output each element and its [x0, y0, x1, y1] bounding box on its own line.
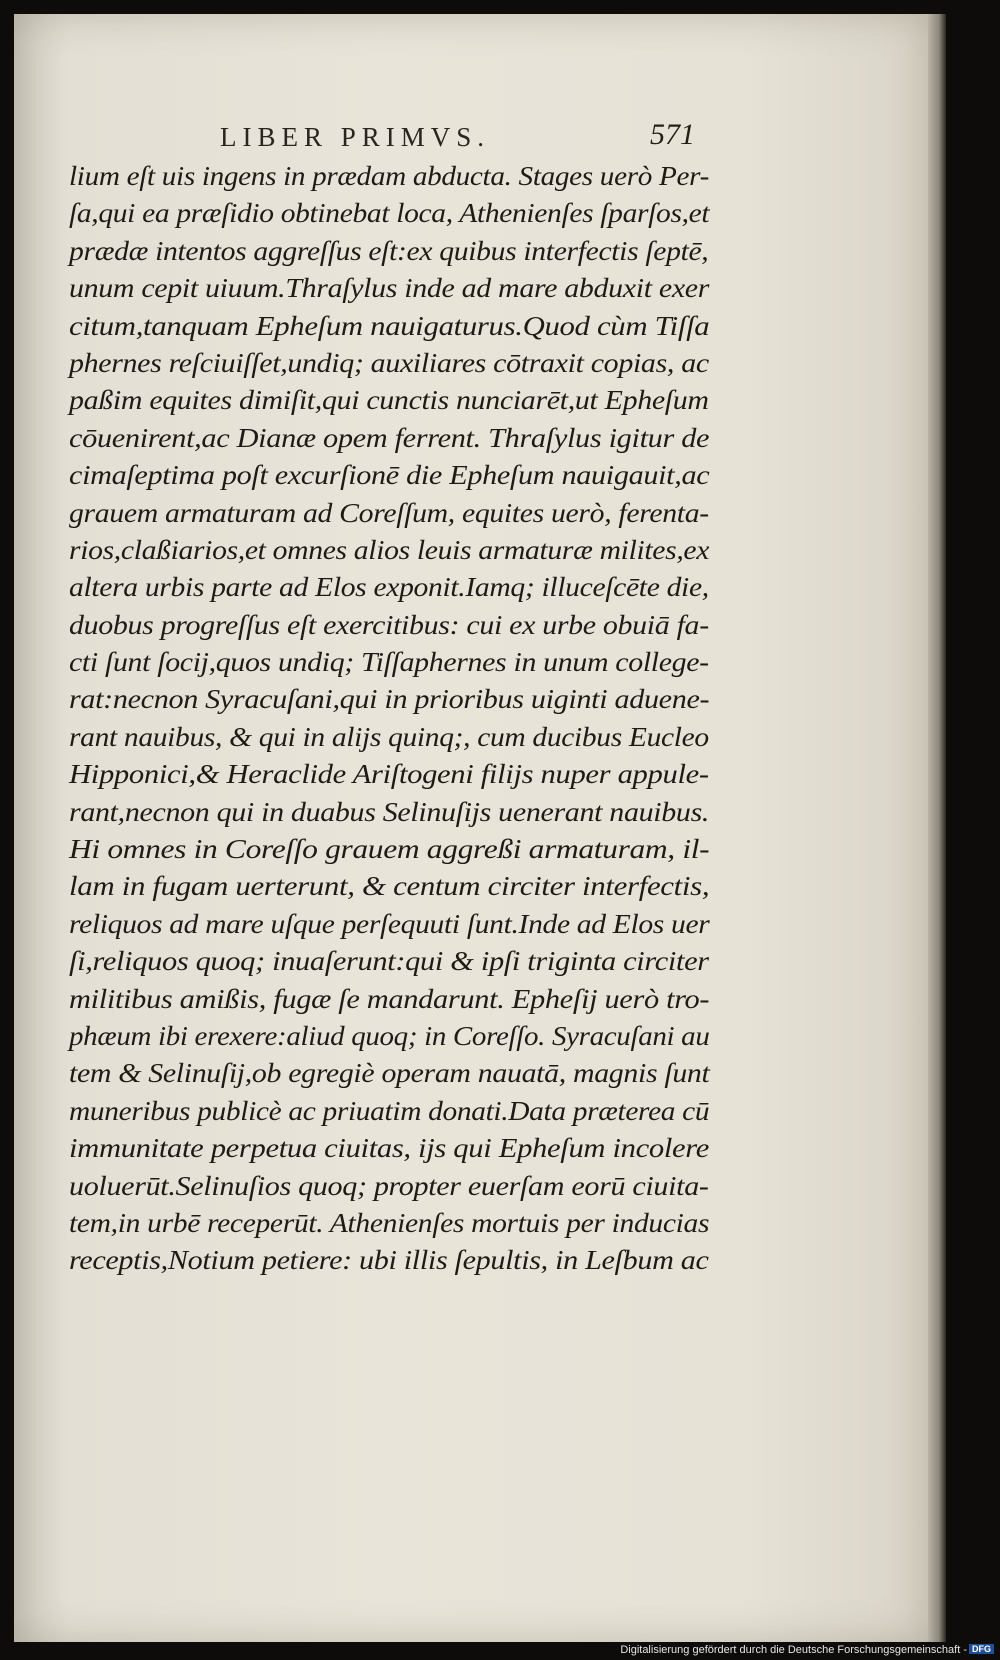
text-line: altera urbis parte ad Elos exponit.Iamq; illuceſcēte die,: [69, 571, 709, 603]
text-line: rant,necnon qui in duabus Selinuſijs uenerant nauibus.: [69, 795, 710, 827]
text-line: militibus amißis, fugæ ſe mandarunt. Epheſij uerò tro-: [69, 982, 710, 1014]
text-line: immunitate perpetua ciuitas, ijs qui Epheſum incolere: [69, 1132, 709, 1164]
text-line: ſi,reliquos quoq; inuaſerunt:qui & ipſi triginta circiter: [69, 945, 709, 977]
dfg-logo: DFG: [969, 1644, 994, 1654]
text-line: Hipponici,& Heraclide Ariſtogeni filijs nuper appule-: [69, 758, 709, 790]
text-line: tem,in urbē receperūt. Athenienſes mortuis per inducias: [69, 1206, 710, 1238]
text-line: tem & Selinuſij,ob egregiè operam nauatā, magnis ſunt: [69, 1057, 710, 1089]
text-line: phernes reſciuiſſet,undiq; auxiliares cōtraxit copias, ac: [69, 346, 709, 378]
text-line: rios,claßiarios,et omnes alios leuis armaturæ milites,ex: [69, 533, 710, 565]
text-line: phæum ibi erexere:aliud quoq; in Coreſſo. Syracuſani au: [69, 1019, 710, 1051]
text-line: prædæ intentos aggreſſus eſt:ex quibus interfectis ſeptē,: [69, 234, 709, 266]
text-line: cimaſeptima poſt excurſionē die Epheſum nauigauit,ac: [69, 459, 710, 491]
text-line: lium eſt uis ingens in prædam abducta. Stages uerò Per-: [69, 160, 709, 191]
text-line: paßim equites dimiſit,qui cunctis nunciarēt,ut Epheſum: [69, 384, 709, 416]
page-number: 571: [650, 118, 695, 151]
text-line: grauem armaturam ad Coreſſum, equites uerò, ferenta-: [69, 496, 709, 528]
text-line: ſa,qui ea præſidio obtinebat loca, Athenienſes ſparſos,et: [69, 197, 710, 229]
digitization-credit: [620, 1644, 994, 1656]
body-text: [69, 157, 749, 1279]
credit-text: Digitalisierung gefördert durch die Deutsche Forschungsgemeinschaft -: [620, 1644, 967, 1656]
text-line: Hi omnes in Coreſſo grauem aggreßi armaturam, il-: [69, 833, 710, 865]
text-line: uoluerūt.Selinuſios quoq; propter euerſam eorū ciuita-: [69, 1169, 709, 1201]
running-head: LIBER PRIMVS.: [220, 122, 491, 152]
text-line: unum cepit uiuum.Thraſylus inde ad mare abduxit exer: [69, 272, 710, 304]
text-line: duobus progreſſus eſt exercitibus: cui ex urbe obuiā fa-: [69, 608, 709, 640]
text-line: rant nauibus, & qui in alijs quinq;, cum ducibus Eucleo: [69, 720, 709, 752]
text-line: cti ſunt ſocij,quos undiq; Tiſſaphernes in unum college-: [69, 646, 709, 678]
text-line: cōuenirent,ac Dianæ opem ferrent. Thraſylus igitur de: [69, 421, 710, 453]
text-line: muneribus publicè ac priuatim donati.Data præterea cū: [69, 1094, 710, 1126]
text-line: reliquos ad mare uſque perſequuti ſunt.Inde ad Elos uer: [69, 907, 710, 939]
text-line: citum,tanquam Epheſum nauigaturus.Quod cùm Tiſſa: [69, 309, 710, 341]
text-line: receptis,Notium petiere: ubi illis ſepultis, in Leſbum ac: [69, 1244, 709, 1276]
text-line: lam in fugam uerterunt, & centum circiter interfectis,: [69, 870, 710, 902]
page-edge: [928, 14, 946, 1642]
book-page: [14, 14, 928, 1642]
text-line: rat:necnon Syracuſani,qui in prioribus uiginti aduene-: [69, 683, 710, 715]
